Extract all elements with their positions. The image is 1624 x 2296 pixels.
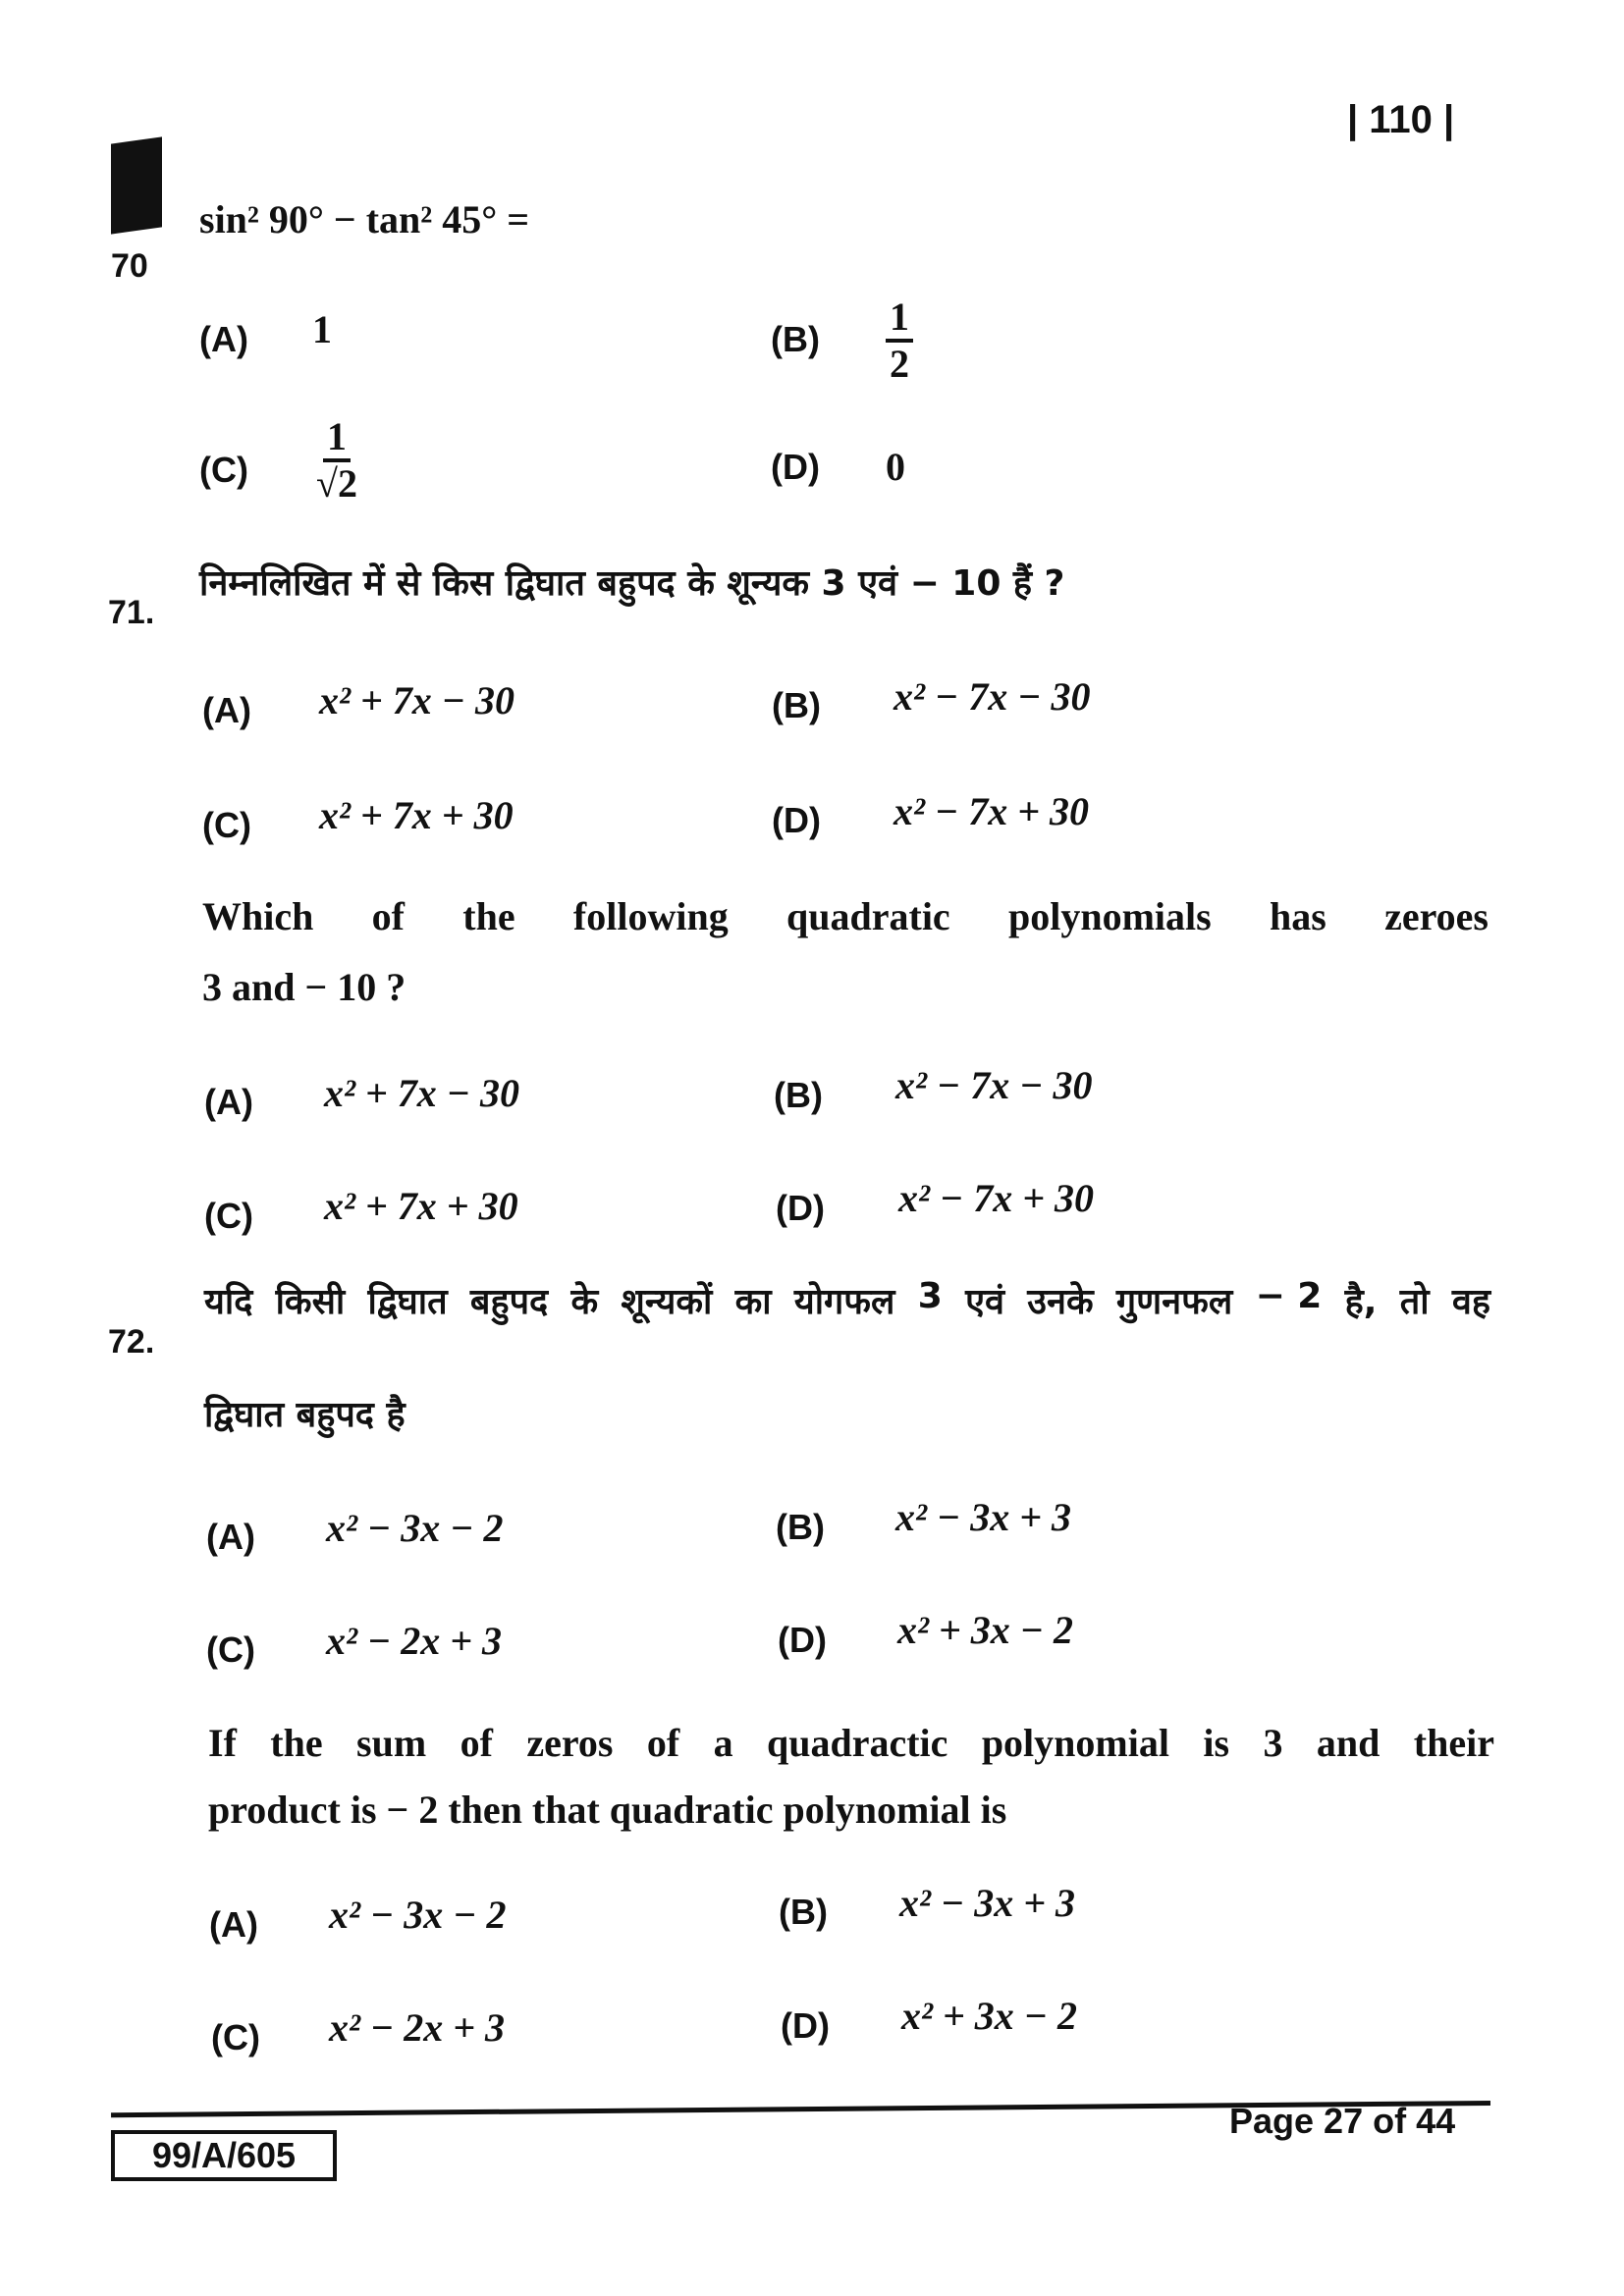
word: and: [1316, 1721, 1380, 1765]
question-text-english-line1: [202, 893, 1489, 939]
question-text-hindi-line1: [204, 1276, 1490, 1324]
option-label: (B): [779, 1892, 828, 1932]
word: एवं: [965, 1282, 1004, 1322]
option-label: (C): [204, 1196, 253, 1236]
word: उनके: [1027, 1282, 1094, 1322]
word: a: [713, 1721, 733, 1765]
option-label: (A): [206, 1517, 255, 1557]
word: गुणनफल: [1115, 1282, 1233, 1322]
option-label: (D): [778, 1620, 827, 1660]
option-label: (C): [202, 805, 251, 845]
denominator: 2: [890, 342, 909, 386]
option-label: (A): [204, 1082, 253, 1122]
option-label: (B): [771, 319, 820, 359]
question-number: 71.: [108, 594, 155, 631]
word: polynomial: [981, 1721, 1169, 1765]
word: शून्यकों: [621, 1282, 713, 1322]
option-value: x² − 2x + 3: [329, 2005, 506, 2050]
question-text-hindi-line2: द्विघात बहुपद है: [204, 1395, 406, 1435]
option-label: (A): [202, 690, 251, 730]
question-text-english-line1: [208, 1720, 1494, 1766]
option-value: x² − 3x + 3: [899, 1881, 1076, 1925]
option-value: x² − 7x − 30: [893, 674, 1091, 719]
question-number: 70: [111, 247, 148, 285]
word: किसी: [275, 1282, 346, 1322]
word: Which: [202, 894, 314, 938]
numerator: 1: [886, 297, 913, 343]
word: is: [1203, 1721, 1230, 1765]
option-value: 0: [886, 445, 905, 489]
option-value: x² + 7x + 30: [324, 1184, 518, 1228]
option-fraction: [886, 294, 913, 386]
option-label: (D): [771, 447, 820, 487]
option-label: (C): [206, 1629, 255, 1670]
page-marker: | 110 |: [1347, 98, 1455, 141]
question-text: sin² 90° − tan² 45° =: [199, 197, 530, 241]
question-text-english-line2: product is − 2 then that quadratic polynomial is: [208, 1788, 1007, 1832]
word: the: [462, 894, 515, 938]
word: है,: [1344, 1282, 1378, 1322]
word: of: [371, 894, 405, 938]
word: sum: [356, 1721, 427, 1765]
question-text-hindi: निम्नलिखित में से किस द्विघात बहुपद के शून्यक 3 एवं − 10 हैं ?: [199, 563, 1065, 604]
denominator: √2: [316, 461, 357, 506]
option-value: x² − 2x + 3: [326, 1619, 503, 1663]
word: बहुपद: [469, 1282, 549, 1322]
option-value: x² + 7x − 30: [324, 1071, 520, 1115]
word: zeros: [526, 1721, 614, 1765]
word: द्विघात: [367, 1282, 448, 1322]
option-label: (C): [199, 450, 248, 490]
word: योगफल: [793, 1282, 895, 1322]
word: has: [1270, 894, 1326, 938]
paper-code: 99/A/605: [111, 2130, 337, 2181]
word: तो: [1399, 1282, 1430, 1322]
option-fraction: [316, 414, 357, 506]
word: their: [1413, 1721, 1494, 1765]
option-label: (C): [211, 2017, 260, 2057]
option-label: (B): [774, 1075, 823, 1115]
option-value: x² − 7x + 30: [893, 789, 1090, 833]
option-label: (D): [772, 800, 821, 840]
question-text-english-line2: 3 and − 10 ?: [202, 965, 406, 1009]
numerator: 1: [323, 417, 351, 462]
question-number: 72.: [108, 1323, 155, 1361]
word: quadractic: [766, 1721, 948, 1765]
word: यदि: [204, 1282, 253, 1322]
word: of: [460, 1721, 493, 1765]
option-value: x² − 7x − 30: [895, 1063, 1093, 1107]
word: the: [270, 1721, 323, 1765]
option-label: (D): [776, 1188, 825, 1228]
option-value: x² + 3x − 2: [901, 1994, 1078, 2038]
word: का: [734, 1282, 772, 1322]
option-value: x² + 7x − 30: [319, 678, 515, 722]
word: of: [646, 1721, 680, 1765]
option-value: 1: [312, 307, 332, 351]
option-label: (A): [199, 319, 248, 359]
option-label: (A): [209, 1904, 258, 1945]
word: के: [570, 1282, 599, 1322]
word: following: [572, 894, 729, 938]
option-label: (B): [776, 1507, 825, 1547]
option-label: (D): [781, 2005, 830, 2046]
word: 3: [1263, 1721, 1283, 1765]
option-value: x² − 3x − 2: [329, 1893, 507, 1937]
word: 3: [917, 1276, 943, 1316]
option-value: x² + 3x − 2: [897, 1608, 1074, 1652]
option-label: (B): [772, 685, 821, 725]
option-value: x² − 3x − 2: [326, 1506, 504, 1550]
option-value: x² + 7x + 30: [319, 793, 514, 837]
section-tab-marker: [111, 136, 162, 234]
word: If: [208, 1721, 237, 1765]
word: quadratic: [786, 894, 950, 938]
option-value: x² − 7x + 30: [898, 1176, 1095, 1220]
word: − 2: [1255, 1276, 1323, 1316]
page-number: Page 27 of 44: [1229, 2101, 1456, 2141]
option-value: x² − 3x + 3: [895, 1495, 1072, 1539]
word: वह: [1451, 1282, 1490, 1322]
word: polynomials: [1007, 894, 1212, 938]
word: zeroes: [1384, 894, 1489, 938]
